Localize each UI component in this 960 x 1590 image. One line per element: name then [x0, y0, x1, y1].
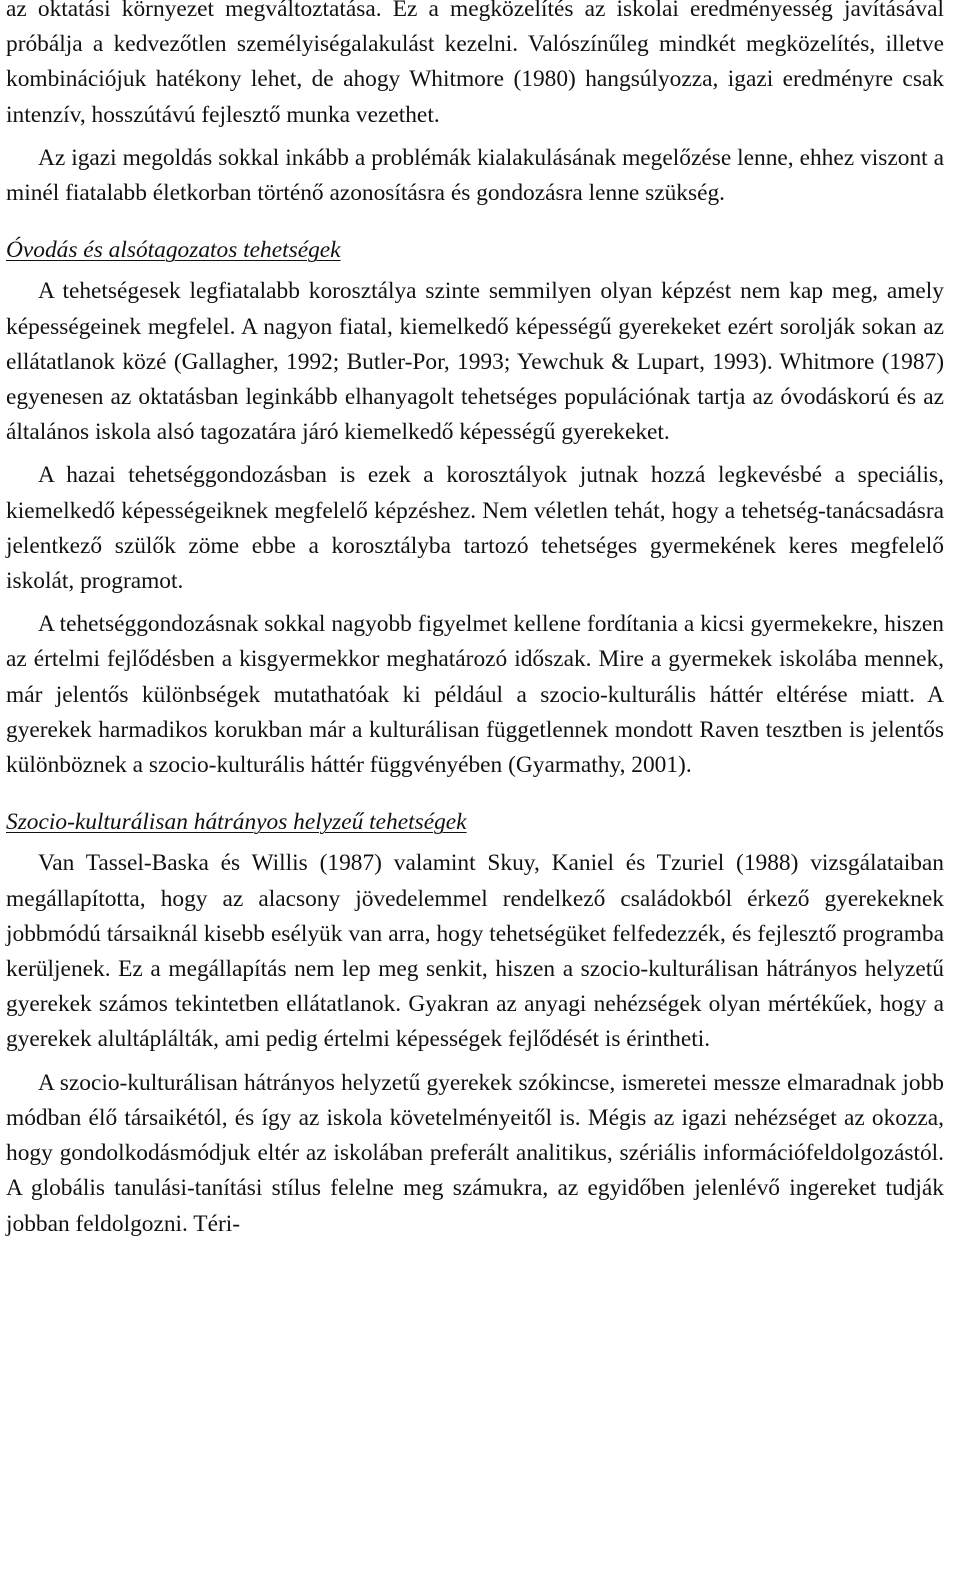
paragraph-vocabulary: A szocio-kulturálisan hátrányos helyzetű gyerekek szókincse, ismeretei messze elmaradnak jobb módban élő társaikétól, és így az iskola követelményeitől is. Mégis az igazi nehézséget az okozza, hogy gondolkodásmódjuk eltér az iskolában preferált analitikus, szériális információfeldolgozástól. A globális tanulási-tanítási stílus felelne meg számukra, az egyidőben jelenlévő ingereket tudják jobban feldolgozni. Téri- — [6, 1069, 944, 1237]
paragraph-youngest-gifted: A tehetségesek legfiatalabb korosztálya szinte semmilyen olyan képzést nem kap meg, amely képességeinek megfelel. A nagyon fiatal, kiemelkedő képességű gyerekeket ezért sorolják sokan az ellátatlanok közé (Gallagher, 1992; Butler-Por, 1993; Yewchuk & Lupart, 1993). Whitmore (1987) egyenesen az oktatásban leginkább elhanyagolt tehetséges populációnak tartja az óvodáskorú és az általános iskola alsó tagozatára járó kiemelkedő képességű gyerekeket. — [6, 278, 944, 446]
paragraph-low-income: Van Tassel-Baska és Willis (1987) valamint Skuy, Kaniel és Tzuriel (1988) vizsgálataiban megállapította, hogy az alacsony jövedelemmel rendelkező családokból érkező gyerekeknek jobbmódú társaiknál kisebb esélyük van arra, hogy tehetségüket felfedezzék, és fejlesztő programba kerüljenek. Ez a megállapítás nem lep meg senkit, hiszen a szocio-kulturálisan hátrányos helyzetű gyerekek számos tekintetben ellátatlanok. Gyakran az anyagi nehézségek olyan mértékűek, hogy a gyerekek alultáplálták, ami pedig értelmi képességek fejlődését is érintheti. — [6, 850, 944, 1053]
section-heading-disadvantaged: Szocio-kulturálisan hátrányos helyzeű tehetségek — [6, 809, 467, 836]
paragraph-early-attention: A tehetséggondozásnak sokkal nagyobb figyelmet kellene fordítania a kicsi gyermekekre, hiszen az értelmi fejlődésben a kisgyermekkor meghatározó időszak. Mire a gyermekek iskolába mennek, már jelentős különbségek mutathatóak ki például a szocio-kulturális háttér eltérése miatt. A gyerekek harmadikos korukban már a kulturálisan függetlennek mondott Raven tesztben is jelentős különböznek a szocio-kulturális háttér függvényében (Gyarmathy, 2001). — [6, 611, 944, 779]
paragraph-continuation: az oktatási környezet megváltoztatása. Ez a megközelítés az iskolai eredményesség javításával próbálja a kedvezőtlen személyiségalakulást kezelni. Valószínűleg mindkét megközelítés, illetve kombinációjuk hatékony lehet, de ahogy Whitmore (1980) hangsúlyozza, igazi eredményre csak intenzív, hosszútávú fejlesztő munka vezethet. — [6, 0, 944, 128]
section-heading-preschool: Óvodás és alsótagozatos tehetségek — [6, 237, 341, 264]
paragraph-domestic-care: A hazai tehetséggondozásban is ezek a korosztályok jutnak hozzá legkevésbé a speciális, kiemelkedő képességeiknek megfelelő képzéshez. Nem véletlen tehát, hogy a tehetség-tanácsadásra jelentkező szülők zöme ebbe a korosztályba tartozó tehetséges gyermekének keres megfelelő iskolát, programot. — [6, 462, 944, 595]
document-page — [6, 0, 944, 1242]
paragraph-prevention: Az igazi megoldás sokkal inkább a problémák kialakulásának megelőzése lenne, ehhez viszont a minél fiatalabb életkorban történő azonosításra és gondozásra lenne szükség. — [6, 144, 944, 207]
